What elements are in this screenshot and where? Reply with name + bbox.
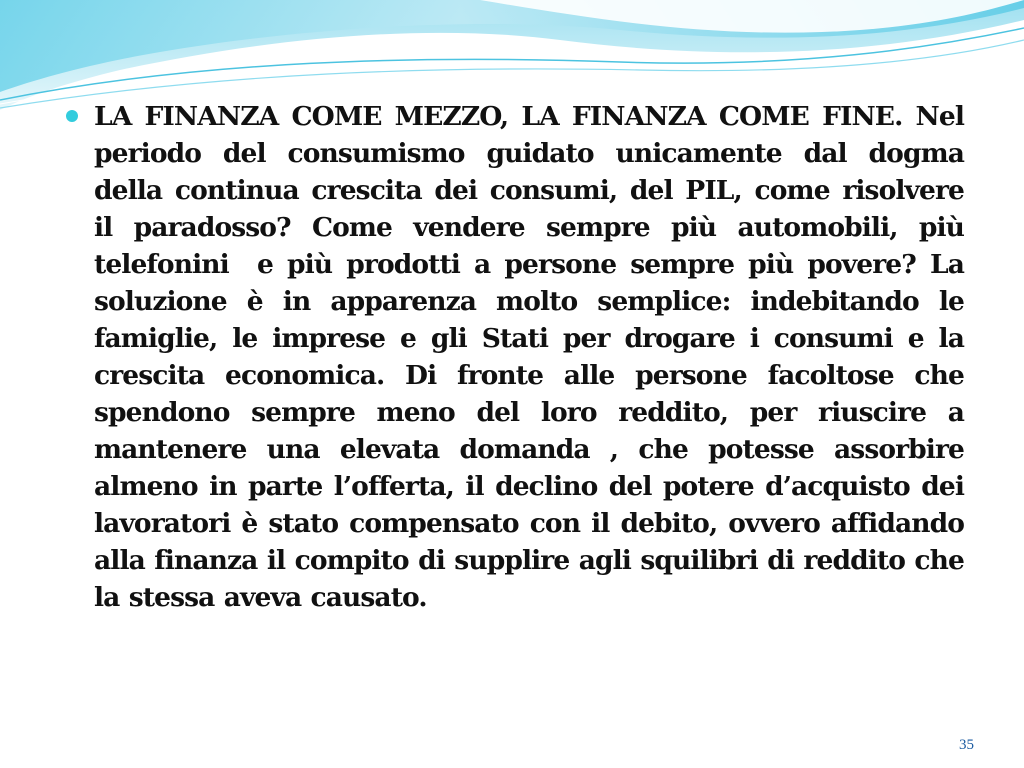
bullet-item [66,98,983,616]
bullet-dot-icon [66,110,78,122]
slide-body [66,98,983,616]
bullet-text: LA FINANZA COME MEZZO, LA FINANZA COME FINE. Nel periodo del consumismo guidato unicamente dal dogma della continua crescita dei consumi, del PIL, come risolvere il paradosso? Come vendere sempre più automobili, più telefonini e più prodotti a persone sempre più povere? La soluzione è in apparenza molto semplice: indebitando le famiglie, le imprese e gli Stati per drogare i consumi e la crescita economica. Di fronte alle persone facoltose che spendono sempre meno del loro reddito, per riuscire a mantenere una elevata domanda , che potesse assorbire almeno in parte l’offerta, il declino del potere d’acquisto dei lavoratori è stato compensato con il debito, ovvero affidando alla finanza il compito di supplire agli squilibri di reddito che la stessa aveva causato. [94,101,983,613]
page-number: 35 [959,737,974,753]
